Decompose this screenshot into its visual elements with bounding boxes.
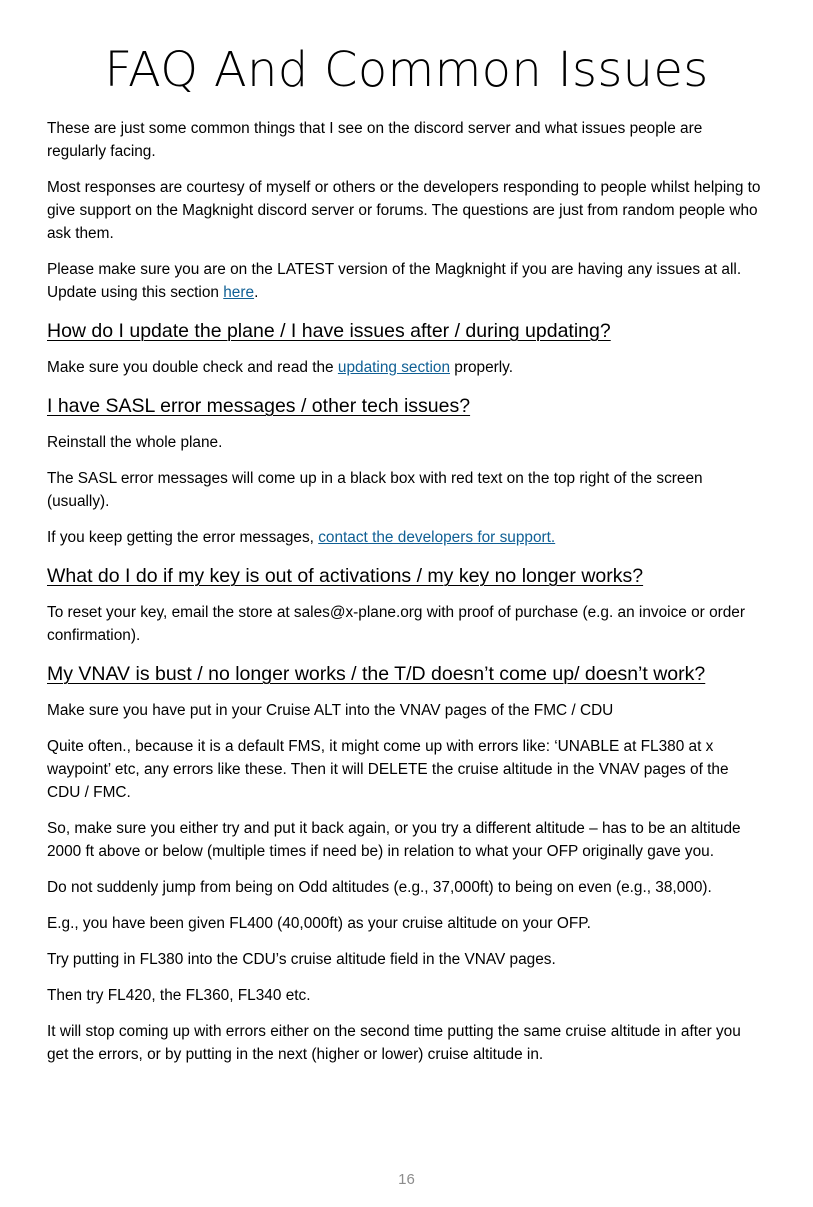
vnav-answer-2: Quite often., because it is a default FMS, it might come up with errors like: ‘UNABLE at FL380 at x waypoint’ etc, any errors like these. Then it will DELETE the cruise altitude in the VNAV pages of the CDU / FMC. [47,738,729,801]
heading-update-issues: How do I update the plane / I have issues after / during updating? [47,320,611,342]
vnav-answer-3: So, make sure you either try and put it back again, or you try a different altitude – has to be an altitude 2000 ft above or below (multiple times if need be) in relation to what your OFP originally gave you. [47,820,741,860]
update-here-link[interactable]: here [223,284,255,301]
contact-developers-link[interactable]: contact the developers for support. [318,529,556,546]
key-answer: To reset your key, email the store at sales@x-plane.org with proof of purchase (e.g. an invoice or order confirmation). [47,604,745,644]
page-number: 16 [398,1171,415,1188]
heading-key-activations: What do I do if my key is out of activations / my key no longer works? [47,565,644,587]
vnav-answer-8: It will stop coming up with errors either on the second time putting the same cruise altitude in after you get the errors, or by putting in the next (higher or lower) cruise altitude in. [47,1023,741,1063]
heading-vnav-issues: My VNAV is bust / no longer works / the T/D doesn’t come up/ doesn’t work? [47,663,706,685]
vnav-answer-5: E.g., you have been given FL400 (40,000ft) as your cruise altitude on your OFP. [47,915,591,932]
vnav-answer-4: Do not suddenly jump from being on Odd altitudes (e.g., 37,000ft) to being on even (e.g., 38,000). [47,879,712,896]
intro-paragraph-3-text: Please make sure you are on the LATEST version of the Magknight if you are having any issues at all. Update using this section [47,261,742,301]
update-answer-end: properly. [450,359,514,376]
updating-section-link[interactable]: updating section [337,359,450,376]
sasl-answer-3-text: If you keep getting the error messages, [47,529,319,546]
vnav-answer-7: Then try FL420, the FL360, FL340 etc. [47,987,311,1004]
sasl-answer-3 [47,526,765,549]
page-content [47,117,765,1079]
sasl-answer-1: Reinstall the whole plane. [47,434,223,451]
update-answer-text: Make sure you double check and read the [47,359,338,376]
vnav-answer-6: Try putting in FL380 into the CDU’s cruise altitude field in the VNAV pages. [47,951,556,968]
vnav-answer-1: Make sure you have put in your Cruise ALT into the VNAV pages of the FMC / CDU [47,702,614,719]
update-answer [47,356,765,379]
intro-paragraph-3 [47,258,765,304]
heading-sasl-errors: I have SASL error messages / other tech issues? [47,395,471,417]
sasl-answer-2: The SASL error messages will come up in a black box with red text on the top right of the screen (usually). [47,470,703,510]
intro-paragraph-3-end: . [254,284,259,301]
page-title: FAQ And Common Issues [104,42,709,98]
intro-paragraph-2: Most responses are courtesy of myself or others or the developers responding to people whilst helping to give support on the Magknight discord server or forums. The questions are just from random people who ask them. [47,179,761,242]
intro-paragraph-1: These are just some common things that I see on the discord server and what issues people are regularly facing. [47,120,703,160]
